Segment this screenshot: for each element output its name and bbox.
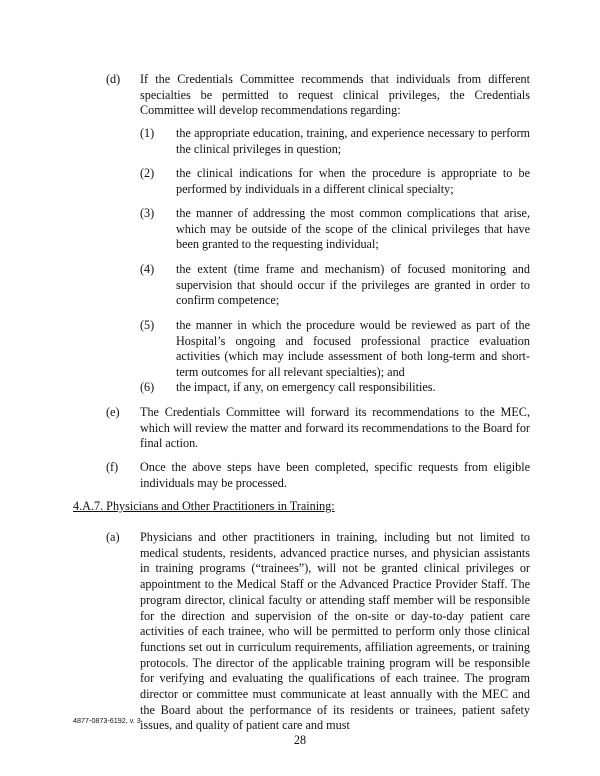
item-text-e: The Credentials Committee will forward its recommendations to the MEC, which will review the matter and forward its recommendations to the Board for final action. (140, 405, 530, 451)
subitem-text-6: the impact, if any, on emergency call responsibilities. (176, 380, 436, 394)
subitem-label-4: (4) (140, 262, 155, 276)
item-text-f: Once the above steps have been completed, specific requests from eligible individuals may be processed. (140, 460, 530, 490)
subitem-text-1: the appropriate education, training, and experience necessary to perform the clinical privileges in question; (176, 126, 530, 156)
document-id: 4877-0873-6192, v. 3 (73, 716, 141, 725)
subitem-label-5: (5) (140, 318, 155, 332)
item-text-a: Physicians and other practitioners in training, including but not limited to medical students, residents, advanced practice nurses, and physician assistants in training programs (“trainees”), will not be granted clinical privileges or appointment to the Medical Staff or the Advanced Practice Provider Staff. The program director, clinical faculty or attending staff member will be responsible for the direction and supervision of the on-site or day-to-day patient care activities of each trainee, who will be permitted to perform only those clinical functions set out in curriculum requirements, affiliation agreements, or training protocols. The director of the applicable training program will be responsible for verifying and evaluating the qualifications of each trainee. The program director or committee must communicate at least annually with the MEC and the Board about the performance of its residents or trainees, patient safety issues, and quality of patient care and must (140, 530, 530, 733)
subitem-label-1: (1) (140, 126, 155, 140)
section-heading: 4.A.7. Physicians and Other Practitioners in Training: (73, 499, 335, 513)
item-text-d: If the Credentials Committee recommends that individuals from different specialties be permitted to request clinical privileges, the Credentials Committee will develop recommendations regarding: (140, 72, 530, 118)
subitem-label-3: (3) (140, 206, 155, 220)
subitem-text-5: the manner in which the procedure would be reviewed as part of the Hospital’s ongoing and focused professional practice evaluation activities (which may include assessment of both long-term and short-term outcomes for all relevant specialties); and (176, 318, 530, 380)
subitem-label-6: (6) (140, 380, 155, 394)
item-label-d: (d) (106, 72, 121, 86)
subitem-text-3: the manner of addressing the most common complications that arise, which may be outside of the scope of the clinical privileges that have been granted to the requesting individual; (176, 206, 530, 252)
subitem-text-4: the extent (time frame and mechanism) of focused monitoring and supervision that should occur if the privileges are granted in order to confirm competence; (176, 262, 530, 308)
page-number: 28 (293, 733, 307, 747)
subitem-text-2: the clinical indications for when the procedure is appropriate to be performed by individuals in a different clinical specialty; (176, 166, 530, 196)
subitem-label-2: (2) (140, 166, 155, 180)
item-label-e: (e) (106, 405, 120, 419)
item-label-f: (f) (106, 460, 119, 474)
item-label-a: (a) (106, 530, 120, 544)
